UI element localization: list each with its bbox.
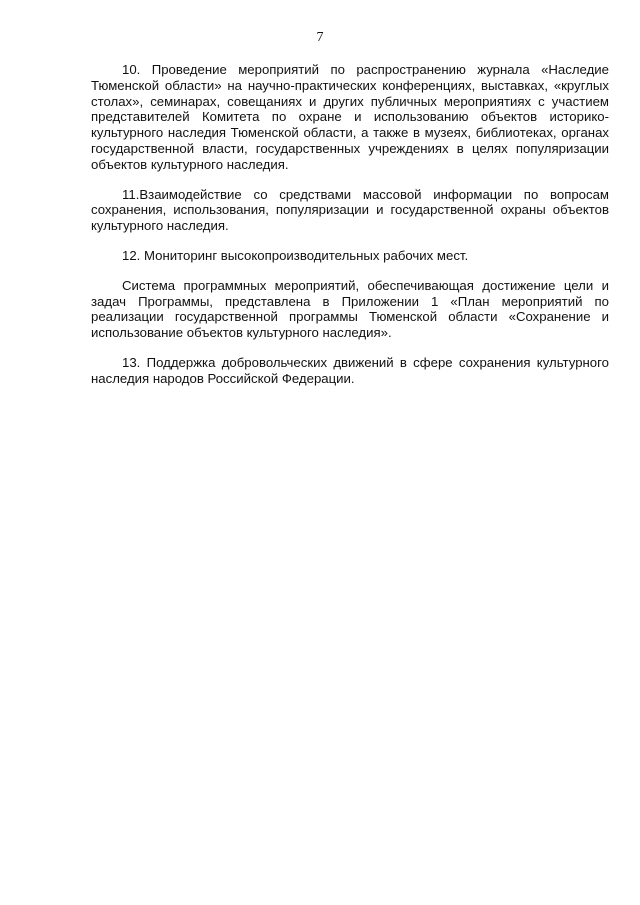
page-number: 7 bbox=[316, 30, 324, 45]
paragraph-item-13: 13. Поддержка добровольческих движений в сфере сохранения культурного наследия народов Российской Федерации. bbox=[91, 354, 609, 386]
paragraph-item-11: 11.Взаимодействие со средствами массовой информации по вопросам сохранения, использования, популяризации и государственной охраны объектов культурного наследия. bbox=[91, 186, 609, 234]
paragraph-item-10: 10. Проведение мероприятий по распространению журнала «Наследие Тюменской области» на научно-практических конференциях, выставках, «круглых столах», семинарах, совещаниях и других публичных мероприятиях с участием представителей Комитета по охране и использованию объектов историко-культурного наследия Тюменской области, а также в музеях, библиотеках, органах государственной власти, государственных учреждениях в целях популяризации объектов культурного наследия. bbox=[91, 62, 609, 172]
paragraph-program-system: Система программных мероприятий, обеспечивающая достижение цели и задач Программы, представлена в Приложении 1 «План мероприятий по реализации государственной программы Тюменской области «Сохранение и использование объектов культурного наследия». bbox=[91, 277, 609, 341]
document-body bbox=[91, 62, 609, 401]
paragraph-item-12: 12. Мониторинг высокопроизводительных рабочих мест. bbox=[122, 247, 469, 263]
